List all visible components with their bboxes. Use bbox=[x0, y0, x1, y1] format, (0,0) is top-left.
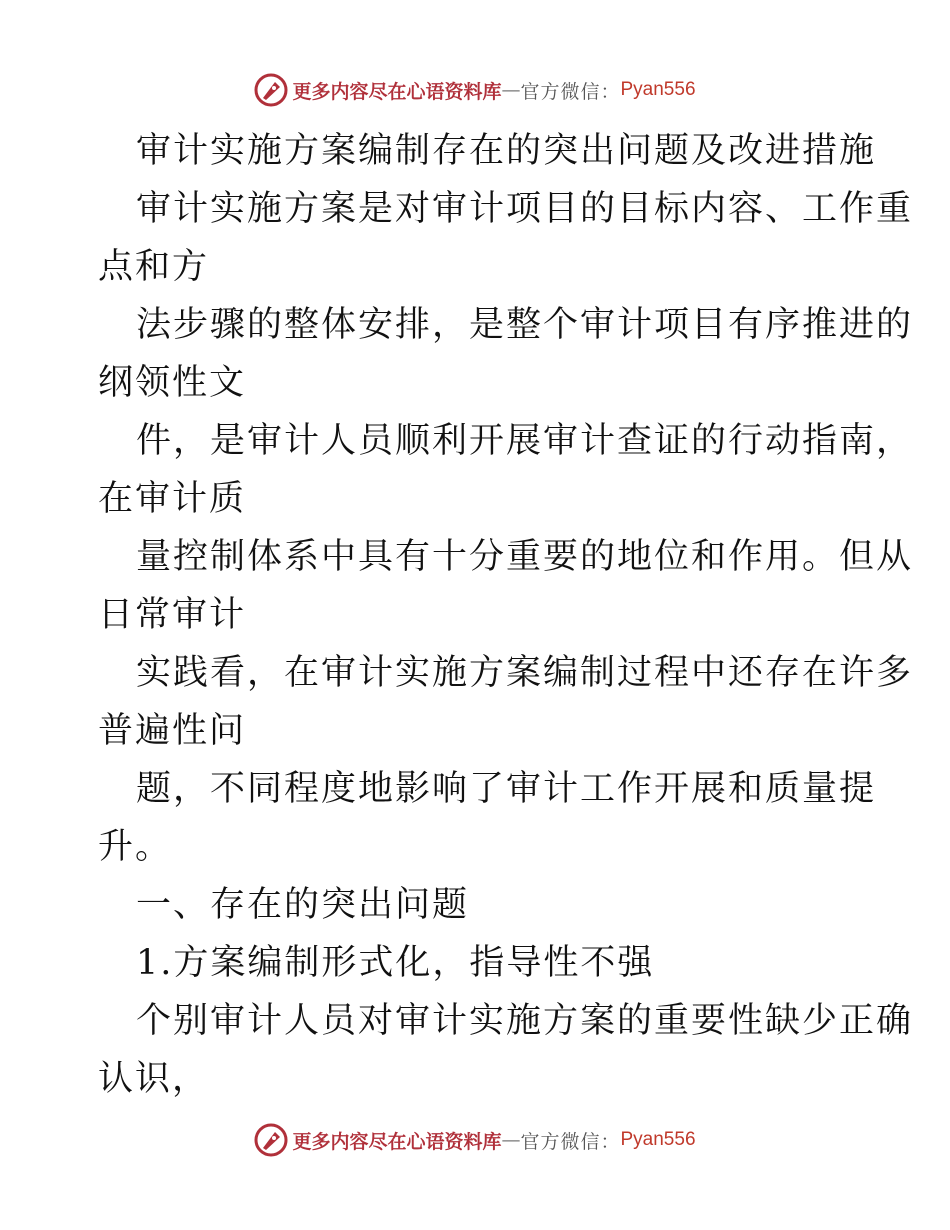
paragraph-line: 纲领性文 bbox=[98, 363, 247, 403]
subsection-heading: 1.方案编制形式化，指导性不强 bbox=[136, 943, 655, 983]
paragraph-line: 日常审计 bbox=[98, 595, 247, 635]
pen-nib-logo-icon bbox=[254, 1123, 288, 1157]
banner-wechat-label: 官方微信： bbox=[520, 1130, 621, 1153]
banner-wechat-id: Pyan556 bbox=[620, 1129, 696, 1150]
banner-wechat-label: 官方微信： bbox=[520, 80, 621, 103]
banner-wechat-id: Pyan556 bbox=[620, 79, 696, 100]
footer-banner bbox=[0, 1120, 950, 1160]
banner-title: 更多内容尽在心语资料库 bbox=[292, 1130, 502, 1153]
paragraph-line: 点和方 bbox=[98, 247, 210, 287]
banner-title: 更多内容尽在心语资料库 bbox=[292, 80, 502, 103]
document-title: 审计实施方案编制存在的突出问题及改进措施 bbox=[136, 131, 877, 171]
paragraph-line: 实践看，在审计实施方案编制过程中还存在许多 bbox=[136, 653, 914, 693]
paragraph-line: 升。 bbox=[98, 827, 173, 867]
banner-dash: — bbox=[501, 79, 521, 101]
document-body bbox=[98, 122, 914, 1108]
header-banner bbox=[0, 70, 950, 110]
banner-dash: — bbox=[501, 1129, 521, 1151]
paragraph-line: 个别审计人员对审计实施方案的重要性缺少正确 bbox=[136, 1001, 914, 1041]
pen-nib-logo-icon bbox=[254, 73, 288, 107]
paragraph-line: 普遍性问 bbox=[98, 711, 247, 751]
paragraph-line: 法步骤的整体安排，是整个审计项目有序推进的 bbox=[136, 305, 914, 345]
paragraph-line: 量控制体系中具有十分重要的地位和作用。但从 bbox=[136, 537, 914, 577]
paragraph-line: 审计实施方案是对审计项目的目标内容、工作重 bbox=[136, 189, 914, 229]
section-heading: 一、存在的突出问题 bbox=[136, 885, 470, 925]
paragraph-line: 认识， bbox=[98, 1059, 210, 1099]
paragraph-line: 题，不同程度地影响了审计工作开展和质量提 bbox=[136, 769, 877, 809]
paragraph-line: 件，是审计人员顺利开展审计查证的行动指南， bbox=[136, 421, 914, 461]
paragraph-line: 在审计质 bbox=[98, 479, 247, 519]
